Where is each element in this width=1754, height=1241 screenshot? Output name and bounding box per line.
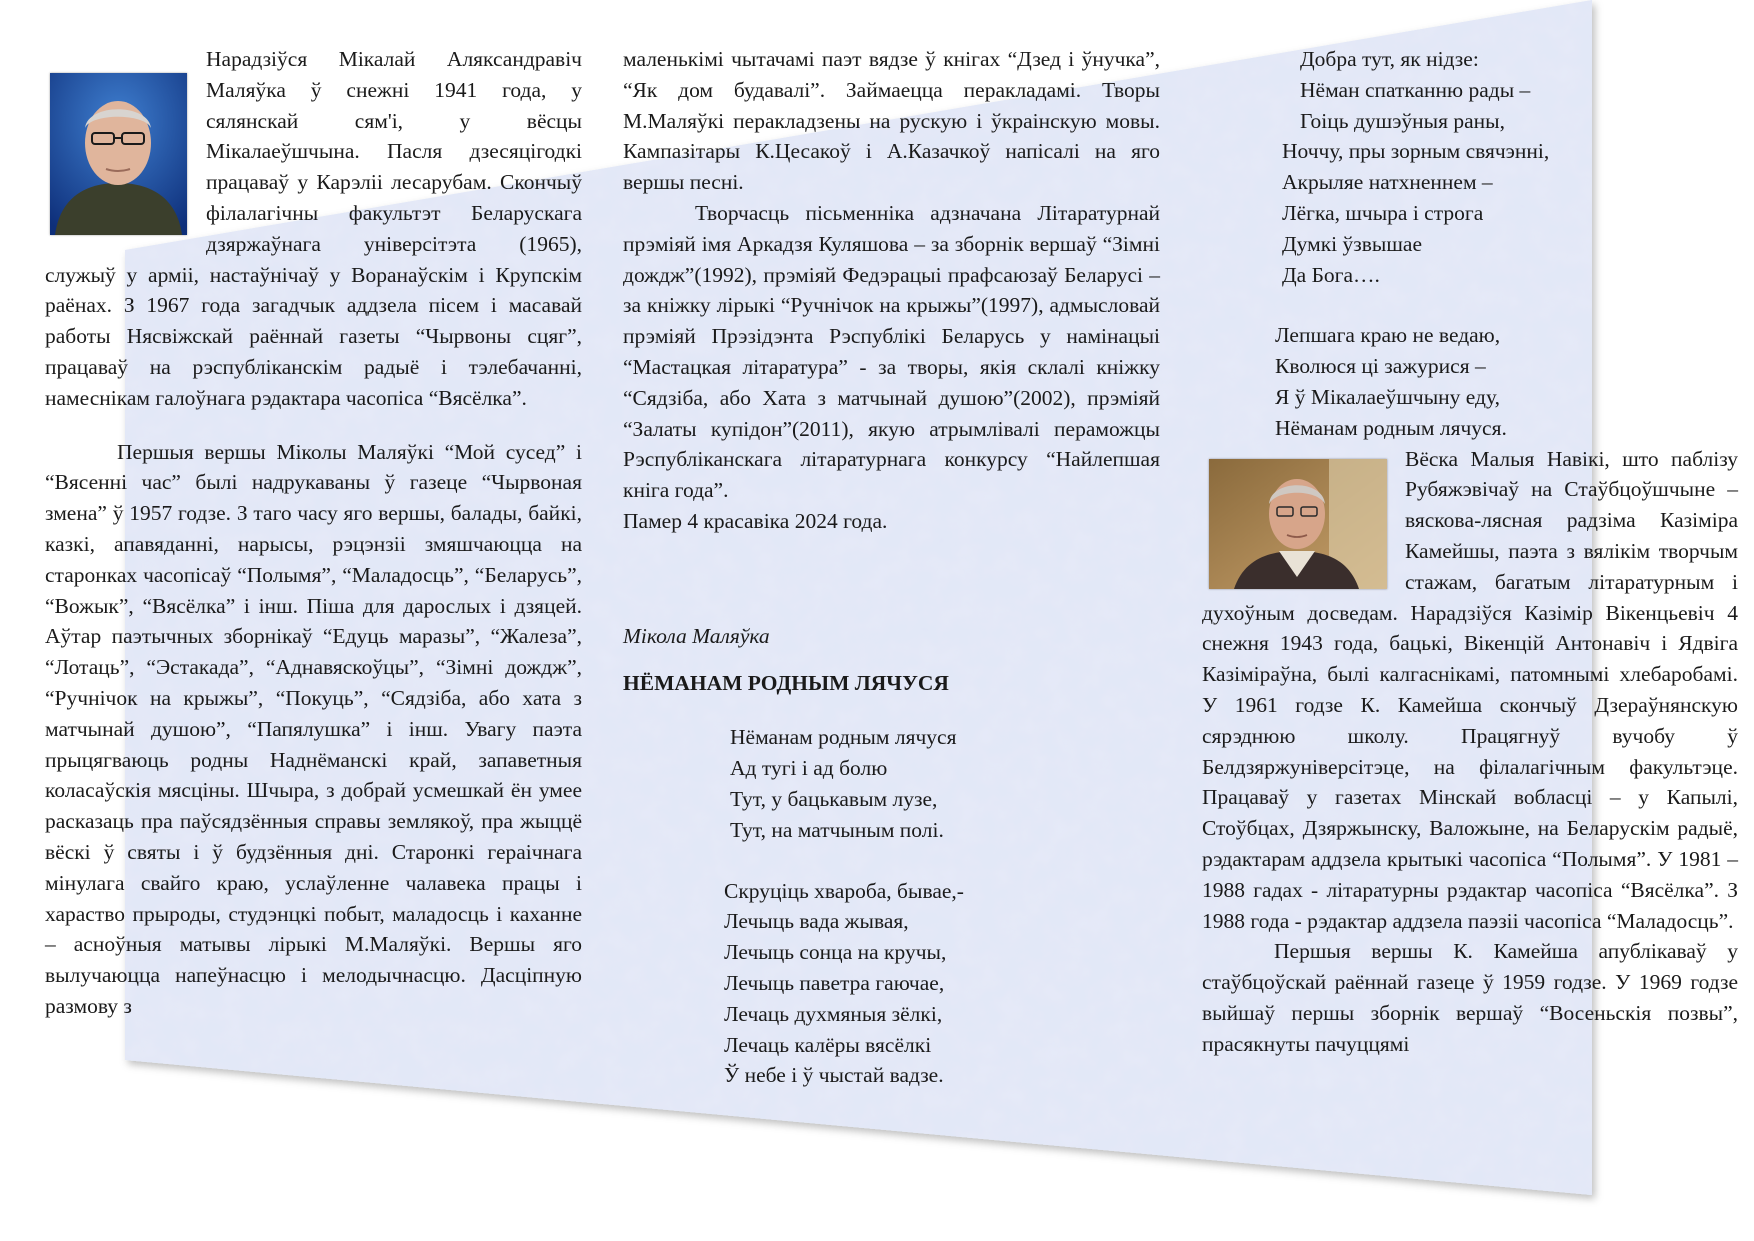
poem-author: Мікола Маляўка [623,623,770,648]
bio-paragraph-kameisha: Вёска Малыя Навікі, што паблізу Рубяжэвічаў на Стаўбцоўшчыне – вясковa-лясная радзіма Казіміра Камейшы, паэта з вялікім творчым стажам, багатым літаратурным і духоўным досведам. Нарадзіўся Казімір Вікенцьевіч 4 снежня 1943 года, бацькі, Вікенцій Антонавіч і Ядвіга Казіміраўна, былі калгаснікамі, патомнымі хлебаробамі. У 1961 годзе К. Камейша скончыў Дзераўнянскую сярэднюю школу. Працягнуў вучобу ў Белдзяржуніверсітэце, на філалагічным факультэце. Працаваў у газетах Мінскай вобласці – у Капылі, Стоўбцах, Дзяржынску, Валожыне, на Беларускім радыё, рэдактарам аддзела крытыкі часопіса “Полымя”. У 1981 – 1988 гадах - літаратурны рэдактар часопіса “Вясёлка”. З 1988 года - рэдактар аддзела паэзіі часопіса “Маладосць”. [1202,446,1738,933]
first-poems-paragraph: Першыя вершы К. Камейша апублікаваў у стаўбцоўскай раённай газеце ў 1959 годзе. У 1969 годзе выйшаў першы зборнік вершаў “Восеньскія позвы”, прасякнуты пачуццямі [1202,939,1738,1056]
poem-line: Тут, на матчыным полі. [730,817,944,842]
poem-line: Ноччу, пры зорным свячэнні, [1282,139,1550,164]
author-photo-kameisha [1209,459,1387,589]
poem-line: Лечыць паветра гаючае, [724,970,945,995]
spacer [623,846,1160,876]
author-photo-malyauka [50,73,187,235]
poem-stanza-4 [1275,320,1738,443]
poem-line: Нёманам родным лячуся [730,725,957,750]
poem-line: Гоіць душэўныя раны, [1300,108,1506,133]
spacer [45,414,582,437]
awards-paragraph: Творчасць пісьменніка адзначана Літаратурнай прэміяй імя Аркадзя Куляшова – за зборнік вершаў “Зімні дождж”(1992), прэміяй Федэрацыі прафсаюзаў Беларусі – за кніжку лірыкі “Ручнічок на крыжы”(1997), адмысловай прэміяй Прэзідэнта Рэспублікі Беларусь у намінацыі “Мастацкая літаратура” - за творы, якія склалі кніжку “Сядзіба, або Хата з матчынай душою”(2002), прэміяй “Залаты купідон”(2011), якую атрымлівалі пераможцы Рэспубліканскага літаратурнага конкурсу “Найлепшая кніга года”. [623,200,1160,503]
poem-line: Лечаць духмяныя зёлкі, [724,1001,943,1026]
poem-line: Ад тугі і ад болю [730,756,888,781]
column-middle [623,44,1160,1091]
column-right [1202,44,1738,1060]
poem-line: Кволюся ці зажурися – [1275,354,1486,379]
poem-line: Думкі ўзвышае [1282,231,1423,256]
poem-line: Ў небе і ў чыстай вадзе. [724,1063,944,1088]
poem-stanza-3b [1282,136,1738,290]
spacer [623,698,1160,722]
poem-line: Я ў Мікалаеўшчыну еду, [1275,384,1500,409]
poem-title: НЁМАНАМ РОДНЫМ ЛЯЧУСЯ [623,670,949,695]
poem-line: Добра тут, як нідзе: [1300,47,1479,71]
column-left [45,44,582,1022]
spacer [623,537,1160,621]
poem-stanza-2 [724,876,1160,1092]
poem-line: Лепшага краю не ведаю, [1275,323,1501,348]
poem-line: Лечыць сонца на кручы, [724,940,947,965]
spacer [1202,290,1738,320]
poem-stanza-1 [730,722,1160,845]
poem-line: Лечаць калёры вясёлкі [724,1032,932,1057]
poem-line: Лёгка, шчыра і строга [1282,200,1484,225]
poem-line: Акрыляе натхненнем – [1282,170,1493,195]
poem-line: Лечыць вада жывая, [724,909,909,934]
poem-line: Скруціць хвароба, бывае,- [724,878,964,903]
spacer [623,652,1160,668]
continuation-paragraph: маленькімі чытачамі паэт вядзе ў кнігах “Дзед і ўнучка”, “Як дом будавалі”. Займаецца перакладамі. Творы М.Маляўкі перакладзены на рускую і ўкраінскую мовы. Кампазітары К.Цесакоў і А.Казачкоў напісалі на яго вершы песні. [623,47,1160,195]
works-paragraph: Першыя вершы Міколы Маляўкі “Мой сусед” і “Вясенні час” былі надрукаваны ў газеце “Чырвоная змена” ў 1957 годзе. З таго часу яго вершы, балады, байкі, казкі, апавяданні, нарысы, рэцэнзіі змяшчаюцца на старонках часопісаў “Полымя”, “Маладосць”, “Беларусь”, “Вожык”, “Вясёлка” і інш. Піша для дарослых і дзяцей. Аўтар паэтычных зборнікаў “Едуць маразы”, “Жалеза”, “Лотаць”, “Эстакада”, “Аднавяскоўцы”, “Зімні дождж”, “Ручнічок на крыжы”, “Покуць”, “Сядзіба, або хата з матчынай душою”, “Папялушка” і інш. Увагу паэта прыцягваюць родны Наднёманскі край, запаветныя коласаўскія мясціны. Шчыра, з добрай усмешкай ён умее расказаць пра паўсядзённыя справы землякоў, пра жыццё вёскі ў святы і ў будзённыя дні. Старонкі гераічнага мінулага свайго краю, услаўленне чалавека працы і хараство прыроды, студэнцкі побыт, маладосць і каханне – асноўныя матывы лірыкі М.Маляўкі. Вершы яго вылучаюцца напеўнасцю і мелодычнасцю. Дасціпную размову з [45,439,582,1018]
poem-line: Да Бога…. [1282,262,1380,287]
poem-line: Нёманам родным лячуся. [1275,415,1507,440]
poem-line: Нёман спатканню рады – [1300,77,1531,102]
bio-paragraph: Нарадзіўся Мікалай Аляксандравіч Маляўка ў снежні 1941 года, у сялянскай сям'і, у вёсцы Мікалаеўшчына. Пасля дзесяцігодкі працаваў у Карэліі лесарубам. Скончыў філалагічны факультэт Беларускага дзяржаўнага універсітэта (1965), служыў у арміі, настаўнічаў у Воранаўскім і Крупскім раёнах. З 1967 года загадчык аддзела пісем і масавай работы Нясвіжскай раённай газеты “Чырвоны сцяг”, працаваў на рэспубліканскім радыё і тэлебачанні, намеснікам галоўнага рэдактара часопіса “Вясёлка”. [45,47,582,410]
poem-stanza-3a [1300,44,1738,136]
poem-line: Тут, у бацькавым лузе, [730,786,938,811]
memorial-date: Памер 4 красавіка 2024 года. [623,508,888,533]
